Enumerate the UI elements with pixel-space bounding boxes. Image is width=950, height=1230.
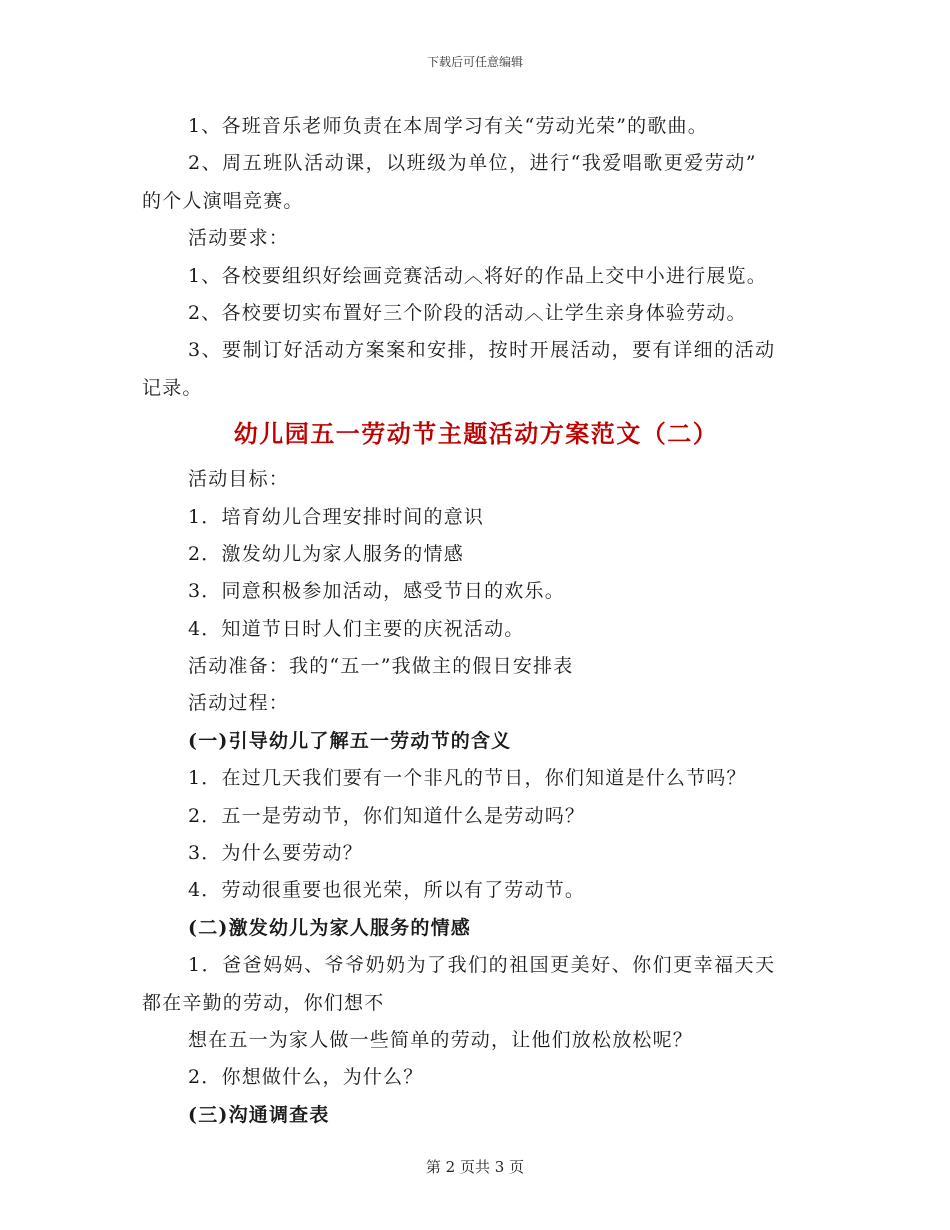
- paragraph: 想在五一为家人做一些简单的劳动，让他们放松放松呢？: [188, 1028, 694, 1051]
- section-label: 活动要求：: [188, 227, 290, 250]
- list-item: 1．培育幼儿合理安排时间的意识: [188, 505, 485, 528]
- page-header: 下载后可任意编辑: [426, 55, 523, 69]
- paragraph-continuation: 都在辛勤的劳动，你们想不: [142, 991, 385, 1014]
- list-item: 1．在过几天我们要有一个非凡的节日，你们知道是什么节吗？: [188, 767, 747, 790]
- list-item: 3．同意积极参加活动，感受节日的欢乐。: [188, 580, 565, 603]
- subsection-heading: (一)引导幼儿了解五一劳动节的含义: [188, 729, 512, 752]
- subsection-heading: (三)沟通调查表: [188, 1103, 330, 1126]
- document-body: [142, 108, 810, 1134]
- paragraph-continuation: 记录。: [142, 376, 203, 399]
- paragraph: 2、周五班队活动课，以班级为单位，进行“我爱唱歌更爱劳动”: [188, 152, 758, 175]
- paragraph: 活动准备：我的“五一”我做主的假日安排表: [188, 655, 574, 678]
- list-item: 2．激发幼儿为家人服务的情感: [188, 542, 464, 565]
- section-label: 活动过程：: [188, 692, 290, 715]
- list-item: 1．爸爸妈妈、爷爷奶奶为了我们的祖国更美好、你们更幸福天天: [188, 954, 776, 977]
- section-label: 活动目标：: [188, 468, 290, 491]
- paragraph: 1、各校要组织好绘画竞赛活动︿将好的作品上交中小进行展览。: [188, 264, 767, 287]
- list-item: 3．为什么要劳动？: [188, 842, 363, 865]
- paragraph: 1、各班音乐老师负责在本周学习有关“劳动光荣”的歌曲。: [188, 115, 708, 137]
- list-item: 2．你想做什么，为什么？: [188, 1066, 424, 1089]
- section-title: 幼儿园五一劳动节主题活动方案范文（二）: [233, 419, 719, 449]
- paragraph: 3、要制订好活动方案案和安排，按时开展活动，要有详细的活动: [188, 339, 776, 362]
- subsection-heading: (二)激发幼儿为家人服务的情感: [188, 916, 471, 939]
- list-item: 4．知道节日时人们主要的庆祝活动。: [188, 617, 525, 640]
- page-footer: 第 2 页共 3 页: [425, 1158, 525, 1176]
- list-item: 4．劳动很重要也很光荣，所以有了劳动节。: [188, 879, 586, 902]
- paragraph: 2、各校要切实布置好三个阶段的活动︿让学生亲身体验劳动。: [188, 301, 747, 324]
- list-item: 2．五一是劳动节，你们知道什么是劳动吗？: [188, 804, 586, 827]
- paragraph-continuation: 的个人演唱竞赛。: [142, 189, 304, 212]
